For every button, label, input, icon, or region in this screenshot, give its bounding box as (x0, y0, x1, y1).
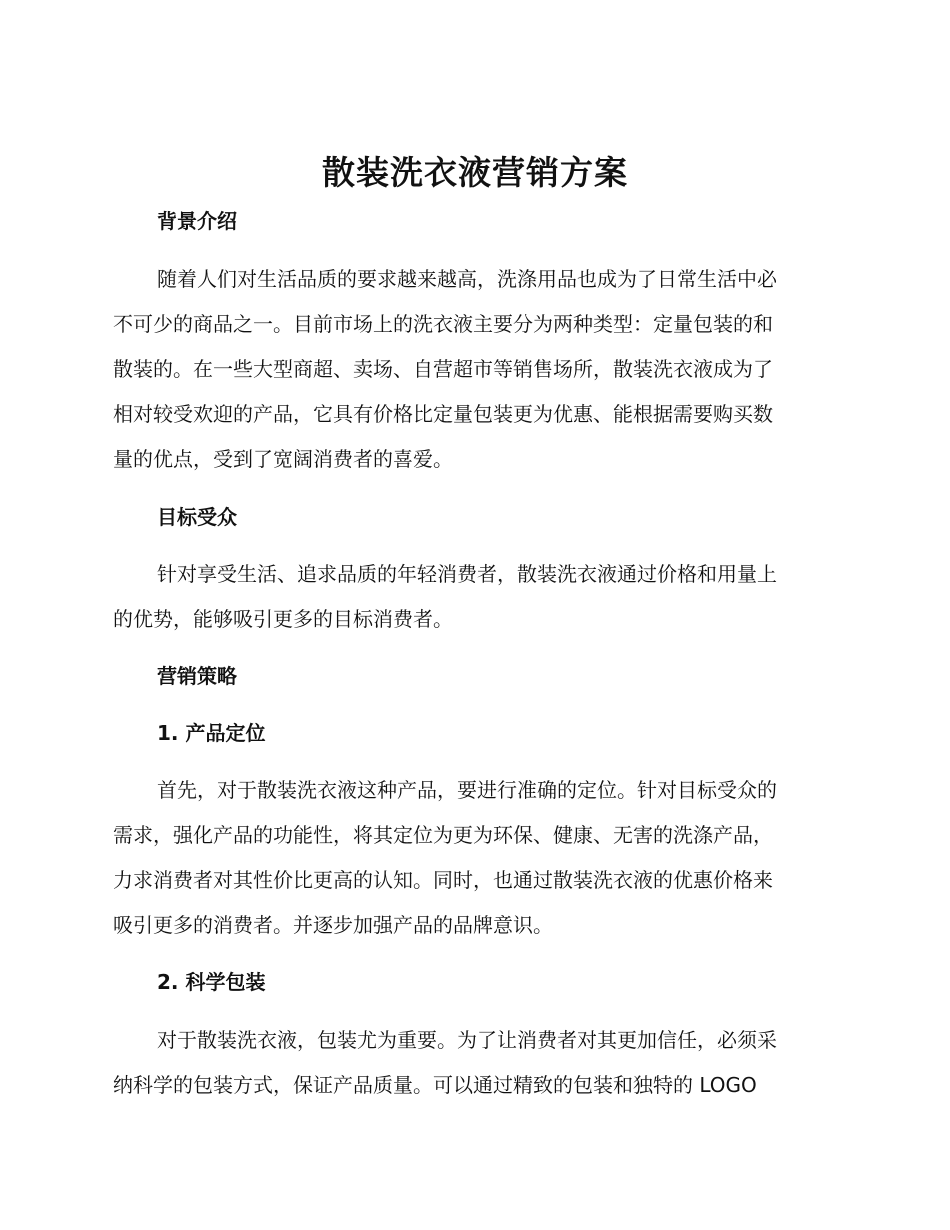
document-title: 散装洗衣液营销方案 (322, 153, 628, 192)
paragraph-line: 量的优点，受到了宽阔消费者的喜爱。 (113, 447, 453, 471)
section-heading-audience: 目标受众 (157, 505, 237, 529)
paragraph-line: 对于散装洗衣液，包装尤为重要。为了让消费者对其更加信任，必须采 (157, 1028, 777, 1052)
paragraph-line: 吸引更多的消费者。并逐步加强产品的品牌意识。 (113, 913, 553, 937)
paragraph-line: 不可少的商品之一。目前市场上的洗衣液主要分为两种类型：定量包装的和 (113, 312, 773, 336)
section-heading-strategy: 营销策略 (157, 664, 237, 688)
paragraph-line: 相对较受欢迎的产品，它具有价格比定量包装更为优惠、能根据需要购买数 (113, 402, 773, 426)
paragraph-line: 首先，对于散装洗衣液这种产品，要进行准确的定位。针对目标受众的 (157, 778, 777, 802)
paragraph-line: 的优势，能够吸引更多的目标消费者。 (113, 607, 453, 631)
subsection-heading-packaging: 2. 科学包装 (157, 970, 266, 994)
paragraph-line: 随着人们对生活品质的要求越来越高，洗涤用品也成为了日常生活中必 (157, 267, 777, 291)
paragraph-line: 散装的。在一些大型商超、卖场、自营超市等销售场所，散装洗衣液成为了 (113, 357, 773, 381)
paragraph-line: 力求消费者对其性价比更高的认知。同时，也通过散装洗衣液的优惠价格来 (113, 868, 773, 892)
paragraph-line: 纳科学的包装方式，保证产品质量。可以通过精致的包装和独特的 LOGO (113, 1073, 757, 1097)
subsection-heading-positioning: 1. 产品定位 (157, 721, 266, 745)
section-heading-background: 背景介绍 (157, 209, 237, 233)
paragraph-line: 针对享受生活、追求品质的年轻消费者，散装洗衣液通过价格和用量上 (157, 562, 777, 586)
paragraph-line: 需求，强化产品的功能性，将其定位为更为环保、健康、无害的洗涤产品， (113, 823, 773, 847)
